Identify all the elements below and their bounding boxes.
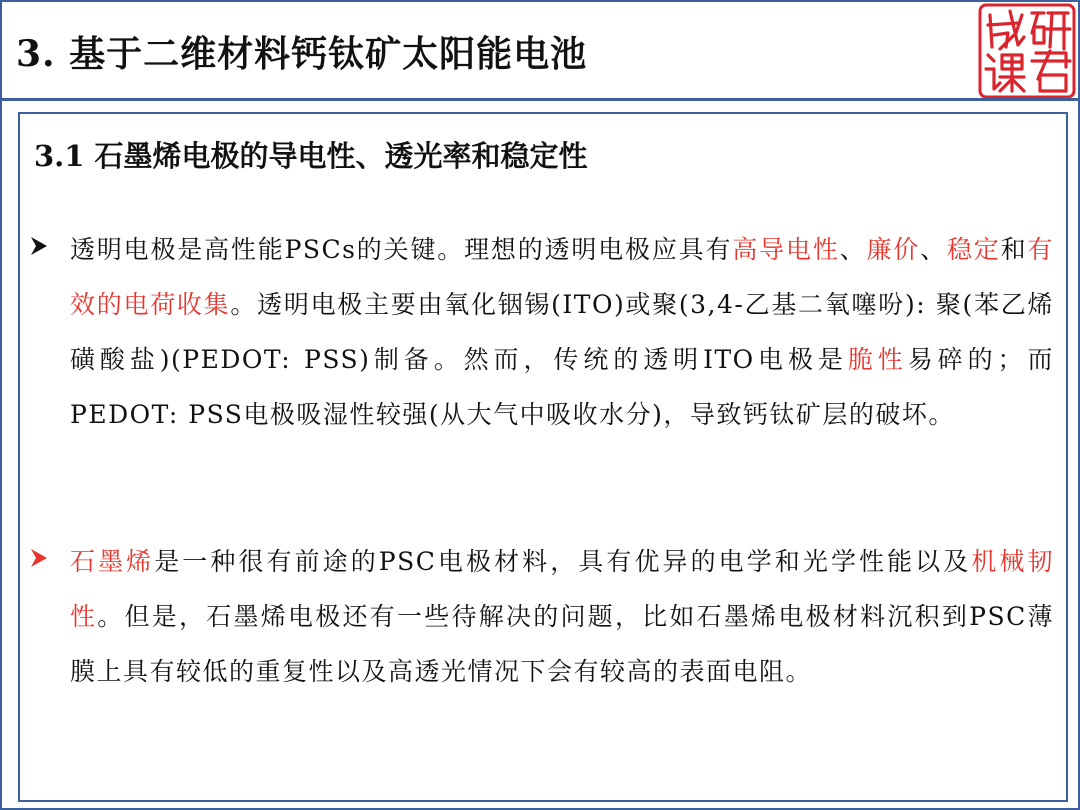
arrow-bullet-icon [28,235,50,257]
highlighted-term: 高导电性 [732,235,840,264]
title-divider [2,98,1078,101]
text-segment: 、 [920,235,947,264]
text-segment: 易碎的；而PEDOT: PSS电极吸湿性较强(从大气中吸收水分)，导致钙钛矿层的破坏。 [70,345,1054,429]
content-box [18,112,1068,802]
slide-header [2,2,1078,98]
paragraph-text [70,534,1054,699]
arrow-bullet-icon [28,547,50,569]
text-segment: 。但是，石墨烯电极还有一些待解决的问题，比如石墨烯电极材料沉积到PSC薄膜上具有较低的重复性以及高透光情况下会有较高的表面电阻。 [70,602,1054,686]
highlighted-term: 石墨烯 [70,547,155,576]
highlighted-term: 廉价 [866,235,921,264]
paragraph-text [70,222,1054,442]
text-segment: 和 [1000,235,1028,264]
text-segment: 、 [839,235,867,264]
slide-title: 3. 基于二维材料钙钛矿太阳能电池 [16,33,588,75]
highlighted-term: 机械韧性 [70,547,1054,631]
highlighted-term: 稳定 [946,235,1001,264]
section-subtitle: 3.1 石墨烯电极的导电性、透光率和稳定性 [34,139,588,173]
highlighted-term: 有效的电荷收集 [70,235,1054,319]
highlighted-term: 脆性 [847,345,908,374]
text-segment: 是一种很有前途的PSC电极材料，具有优异的电学和光学性能以及 [154,547,972,576]
text-segment: 透明电极是高性能PSCs的关键。理想的透明电极应具有 [70,235,733,264]
text-segment: 。透明电极主要由氧化铟锡(ITO)或聚(3,4-乙基二氧噻吩): 聚(苯乙烯磺酸盐)(PEDOT: PSS)制备。然而，传统的透明ITO电极是 [70,290,1054,374]
seal-logo [978,3,1076,99]
